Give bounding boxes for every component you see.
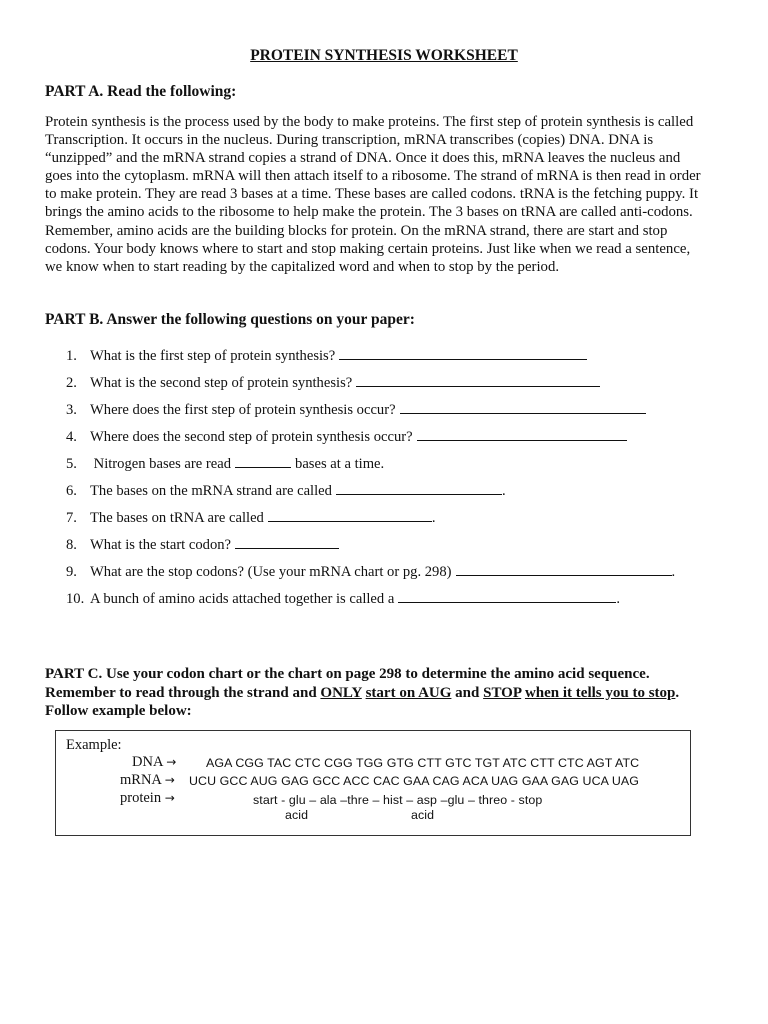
- answer-blank[interactable]: [400, 399, 646, 414]
- question-item: [66, 480, 746, 507]
- text: and: [451, 684, 484, 701]
- example-label: Example:: [66, 737, 122, 753]
- question-list: [66, 345, 746, 615]
- question-item: [66, 507, 746, 534]
- paragraph-line: Protein synthesis is the process used by the body to make proteins. The first step of protein synthesis is called: [45, 114, 694, 130]
- question-text: Nitrogen bases are read: [90, 456, 232, 472]
- question-text-after: .: [501, 483, 506, 499]
- text: Remember to read through the strand and: [45, 684, 321, 701]
- question-number: 7.: [66, 510, 77, 526]
- paragraph-line: Transcription. It occurs in the nucleus. During transcription, mRNA transcribes (copies) DNA. DNA is: [45, 132, 654, 149]
- dna-label-text: DNA: [132, 754, 163, 770]
- protein-sequence: start - glu – ala –thre – hist – asp –glu – threo - stop: [253, 793, 543, 807]
- question-item: [66, 372, 746, 399]
- question-text: What is the second step of protein synthesis?: [90, 375, 353, 391]
- text: .: [675, 684, 680, 701]
- question-item: [66, 345, 746, 372]
- question-item: [66, 534, 746, 561]
- question-item: [66, 399, 746, 426]
- emphasis-only: ONLY: [320, 684, 362, 701]
- question-item: [66, 588, 746, 615]
- question-number: 2.: [66, 375, 77, 391]
- question-text-after: bases at a time.: [295, 456, 385, 472]
- question-number: 8.: [66, 537, 77, 553]
- dna-sequence: AGA CGG TAC CTC CGG TGG GTG CTT GTC TGT ATC CTT CTC AGT ATC: [206, 756, 640, 770]
- question-text: The bases on tRNA are called: [90, 510, 264, 526]
- question-text: Where does the first step of protein synthesis occur?: [90, 402, 396, 418]
- question-text: A bunch of amino acids attached together is called a: [90, 591, 395, 607]
- question-number: 9.: [66, 564, 77, 580]
- question-text-after: .: [616, 591, 620, 607]
- example-box: [55, 730, 691, 836]
- paragraph-line: Remember, amino acids are the building blocks for protein. On the mRNA strand, there are start and stop: [45, 222, 668, 239]
- answer-blank[interactable]: [339, 345, 587, 360]
- part-b-heading: PART B. Answer the following questions on your paper:: [45, 311, 415, 328]
- question-item: [66, 453, 746, 480]
- answer-blank[interactable]: [456, 561, 672, 576]
- question-number: 1.: [66, 348, 77, 364]
- question-number: 10.: [66, 591, 85, 607]
- right-arrow-icon: →: [166, 755, 177, 769]
- question-number: 4.: [66, 429, 77, 445]
- part-c-instructions: [45, 665, 745, 721]
- protein-label-text: protein: [120, 790, 162, 806]
- answer-blank[interactable]: [235, 453, 291, 468]
- question-text: What is the first step of protein synthesis?: [90, 348, 336, 364]
- question-item: [66, 561, 746, 588]
- answer-blank[interactable]: [356, 372, 600, 387]
- right-arrow-icon: →: [164, 773, 175, 787]
- part-a-heading: PART A. Read the following:: [45, 83, 237, 100]
- part-c-line-3: Follow example below:: [45, 703, 192, 719]
- paragraph-line: brings the amino acids to the ribosome to help make the protein. The 3 bases on tRNA are called anti-codons.: [45, 204, 693, 221]
- question-text: The bases on the mRNA strand are called: [90, 483, 332, 499]
- right-arrow-icon: →: [164, 791, 175, 805]
- part-c-line-2: [45, 684, 745, 703]
- emphasis-stop: STOP: [483, 684, 522, 701]
- mrna-label-text: mRNA: [120, 772, 162, 788]
- answer-blank[interactable]: [336, 480, 502, 495]
- question-number: 3.: [66, 402, 77, 418]
- answer-blank[interactable]: [268, 507, 432, 522]
- question-text: Where does the second step of protein synthesis occur?: [90, 429, 413, 445]
- answer-blank[interactable]: [417, 426, 627, 441]
- paragraph-line: “unzipped” and the mRNA strand copies a strand of DNA. Once it does this, mRNA leaves the nucleus and: [45, 150, 681, 167]
- dna-label: [132, 754, 176, 771]
- answer-blank[interactable]: [235, 534, 339, 549]
- question-text: What is the start codon?: [90, 537, 232, 553]
- part-a-paragraph: [45, 113, 725, 276]
- question-number: 6.: [66, 483, 77, 499]
- emphasis-tells: when it tells you to stop: [524, 684, 676, 701]
- question-text-after: .: [671, 564, 676, 580]
- paragraph-line: we know when to start reading by the capitalized word and when to stop by the period.: [45, 258, 560, 275]
- acid-label: acid: [285, 808, 309, 822]
- emphasis-start: start on AUG: [365, 684, 452, 701]
- question-text: What are the stop codons? (Use your mRNA chart or pg. 298): [90, 564, 452, 580]
- acid-label: acid: [411, 808, 435, 822]
- protein-label: [120, 790, 175, 807]
- page-title: PROTEIN SYNTHESIS WORKSHEET: [250, 47, 518, 64]
- question-item: [66, 426, 746, 453]
- question-number: 5.: [66, 456, 77, 472]
- mrna-sequence: UCU GCC AUG GAG GCC ACC CAC GAA CAG ACA UAG GAA GAG UCA UAG: [189, 774, 639, 788]
- mrna-label: [120, 772, 175, 789]
- paragraph-line: to make protein. They are read 3 bases at a time. These bases are called codons. tRNA is the fetching puppy. It: [45, 186, 699, 203]
- part-c-line-1: PART C. Use your codon chart or the chart on page 298 to determine the amino acid sequence.: [45, 666, 650, 682]
- answer-blank[interactable]: [398, 588, 616, 603]
- paragraph-line: goes into the cytoplasm. mRNA will then attach itself to a ribosome. The strand of mRNA is then read in order: [45, 168, 701, 185]
- question-text-after: .: [431, 510, 436, 526]
- paragraph-line: codons. Your body knows where to start and stop making certain proteins. Just like when we read a sentence,: [45, 240, 691, 257]
